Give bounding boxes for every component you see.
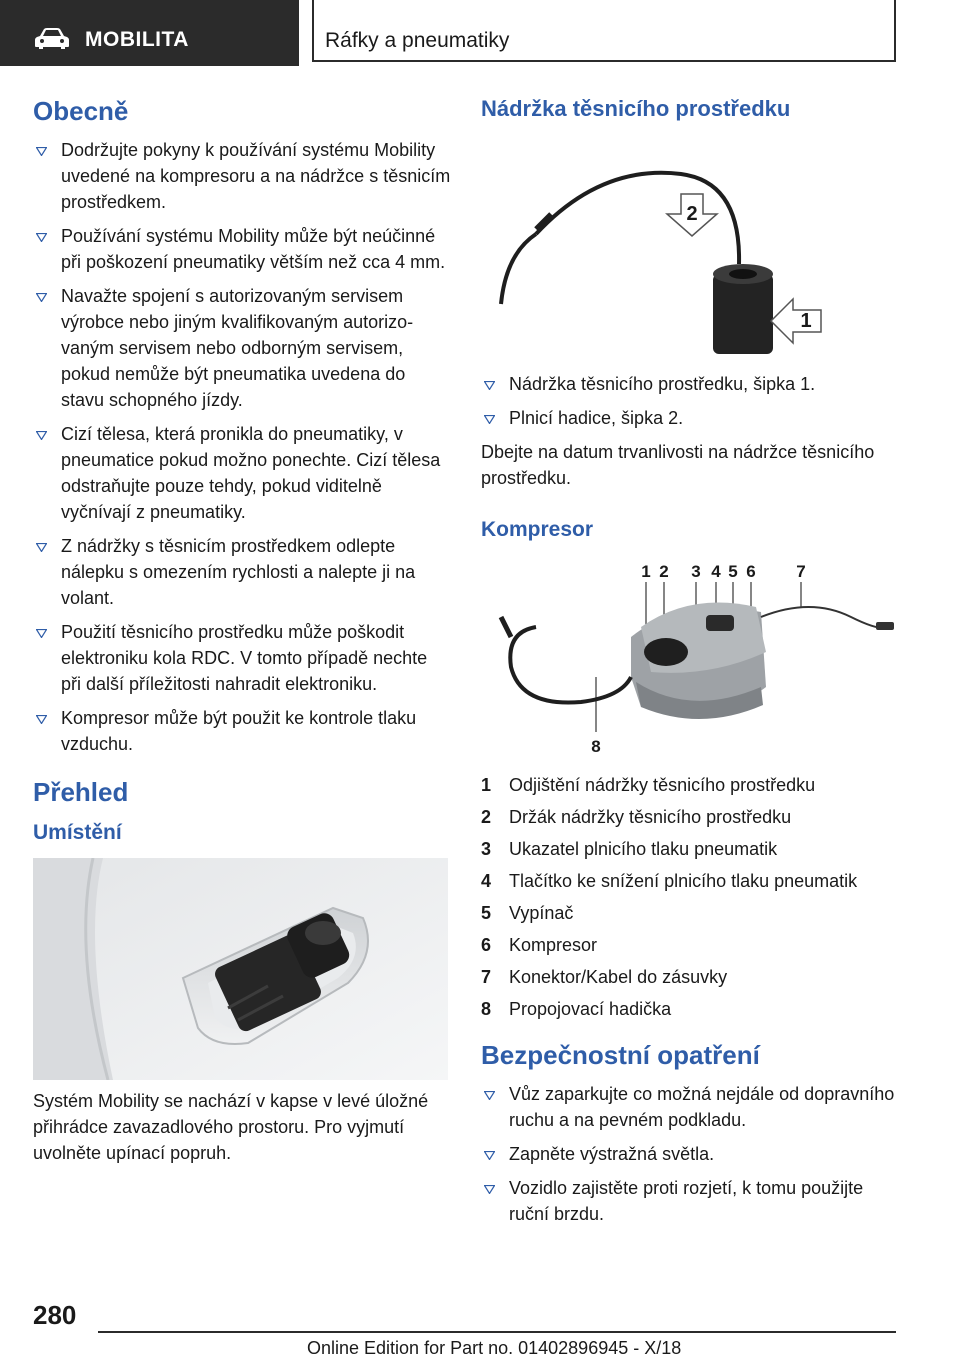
list-item (481, 932, 899, 958)
overview-heading: Přehled (33, 777, 129, 808)
triangle-bullet-icon (484, 1091, 495, 1100)
page-title: Ráfky a pneumatiky (325, 29, 510, 52)
list-item (481, 772, 899, 798)
part-label: Kompresor (509, 934, 598, 955)
list-item-text: Plnicí hadice, šipka 2. (509, 408, 684, 429)
sealant-list (481, 371, 899, 431)
list-item (481, 804, 899, 830)
triangle-bullet-icon (484, 415, 495, 424)
list-item (33, 705, 451, 757)
list-item-text: Dodržujte pokyny k používání systému Mobility uvedené na kompresoru a na nádržce s těsnicím prostředkem. (61, 140, 451, 213)
part-label: Odjištění nádržky těsnicího prostředku (509, 774, 816, 795)
part-label: Držák nádržky těsnicího prostředku (509, 806, 792, 827)
part-number: 3 (481, 838, 492, 859)
compressor-figure-label: 1 (641, 561, 651, 581)
list-item (481, 964, 899, 990)
part-label: Propojovací hadička (509, 998, 672, 1019)
trunk-location-photo (33, 858, 448, 1080)
list-item (481, 371, 899, 397)
location-text: Systém Mobility se nachází v kapse v levé úložné přihrádce zavazadlového prostoru. Pro vyjmutí uvolněte upínací popruh. (33, 1090, 429, 1163)
list-item (481, 836, 899, 862)
triangle-bullet-icon (484, 1151, 495, 1160)
triangle-bullet-icon (484, 1185, 495, 1194)
compressor-figure-label: 5 (728, 561, 738, 581)
part-number: 6 (481, 934, 492, 955)
triangle-bullet-icon (36, 629, 47, 638)
compressor-heading: Kompresor (481, 518, 594, 542)
list-item (481, 1141, 899, 1167)
compressor-figure-label: 6 (746, 561, 756, 581)
part-number: 4 (481, 870, 492, 891)
triangle-bullet-icon (36, 543, 47, 552)
list-item-text: Používání systému Mobility může být neúčinné při poškození pneumatiky větším než cca 4 mm. (61, 226, 446, 273)
list-item (33, 283, 451, 413)
car-icon (34, 27, 70, 49)
general-heading: Obecně (33, 96, 129, 126)
footer-edition-text: Online Edition for Part no. 01402896945 - X/18 (307, 1338, 682, 1358)
sealant-heading: Nádržka těsnicího prostředku (481, 96, 791, 121)
sealant-note: Dbejte na datum trvanlivosti na nádržce těsnicího prostředku. (481, 442, 875, 489)
footer-divider (98, 1331, 896, 1333)
part-label: Tlačítko ke snížení plnicího tlaku pneumatik (509, 870, 858, 891)
list-item-text: Vůz zaparkujte co možná nejdále od dopravního ruchu a na pevném podkladu. (509, 1083, 895, 1130)
triangle-bullet-icon (484, 381, 495, 390)
triangle-bullet-icon (36, 147, 47, 156)
list-item (33, 619, 451, 697)
list-item (481, 405, 899, 431)
list-item (33, 137, 451, 215)
list-item-text: Navažte spojení s autorizovaným servisem výrobce nebo jiným kvalifikovaným autorizovaným servisem nebo odborným servisem, pokud nemůže být pneumatika uvedena do stavu schopného jízdy. (61, 286, 414, 411)
part-number: 2 (481, 806, 492, 827)
compressor-figure-label: 4 (711, 561, 721, 581)
part-number: 5 (481, 902, 492, 923)
list-item-text: Použití těsnicího prostředku může poškodit elektroniku kola RDC. V tomto případě nechte při další příležitosti nahradit elektroniku. (61, 622, 428, 695)
list-item (33, 421, 451, 525)
part-number: 8 (481, 998, 492, 1019)
sealant-figure-label: 1 (800, 310, 812, 333)
list-item (481, 1175, 899, 1227)
right-column (481, 96, 899, 1235)
triangle-bullet-icon (36, 233, 47, 242)
header-section-label: MOBILITA (85, 28, 189, 51)
part-label: Konektor/Kabel do zásuvky (509, 966, 728, 987)
left-column (33, 96, 451, 1166)
list-item-text: Zapněte výstražná světla. (509, 1143, 715, 1164)
triangle-bullet-icon (36, 293, 47, 302)
list-item-text: Z nádržky s těsnicím prostředkem odlepte nálepku s omezením rychlosti a nalepte ji na volant. (61, 536, 416, 609)
list-item (33, 223, 451, 275)
safety-list (481, 1081, 899, 1227)
part-number: 7 (481, 966, 492, 987)
part-label: Ukazatel plnicího tlaku pneumatik (509, 838, 778, 859)
location-heading: Umístění (33, 821, 122, 845)
compressor-figure-label: 8 (591, 736, 601, 756)
triangle-bullet-icon (36, 431, 47, 440)
header-section-tab (0, 0, 299, 66)
compressor-figure-label: 7 (796, 561, 806, 581)
general-list (33, 137, 451, 757)
list-item-text: Nádržka těsnicího prostředku, šipka 1. (509, 374, 816, 395)
compressor-figure-label: 3 (691, 561, 701, 581)
safety-heading: Bezpečnostní opatření (481, 1039, 760, 1070)
part-number: 1 (481, 774, 492, 795)
compressor-parts-list (481, 772, 899, 1022)
sealant-figure (481, 134, 899, 354)
compressor-figure-label: 2 (659, 561, 669, 581)
list-item-text: Kompresor může být použit ke kontrole tlaku vzduchu. (61, 708, 417, 755)
sealant-figure-label: 2 (686, 203, 698, 226)
page-number: 280 (33, 1300, 77, 1330)
list-item (33, 533, 451, 611)
list-item (481, 900, 899, 926)
list-item (481, 1081, 899, 1133)
triangle-bullet-icon (36, 715, 47, 724)
list-item (481, 996, 899, 1022)
list-item-text: Cizí tělesa, která pronikla do pneumatiky, v pneumatice pokud možno ponechte. Cizí tělesa odstraňujte pouze tehdy, pokud viditelně vyčnívají z pneumatiky. (61, 424, 441, 523)
part-label: Vypínač (509, 902, 574, 923)
compressor-figure (481, 557, 899, 757)
list-item-text: Vozidlo zajistěte proti rozjetí, k tomu použijte ruční brzdu. (509, 1177, 864, 1224)
list-item (481, 868, 899, 894)
